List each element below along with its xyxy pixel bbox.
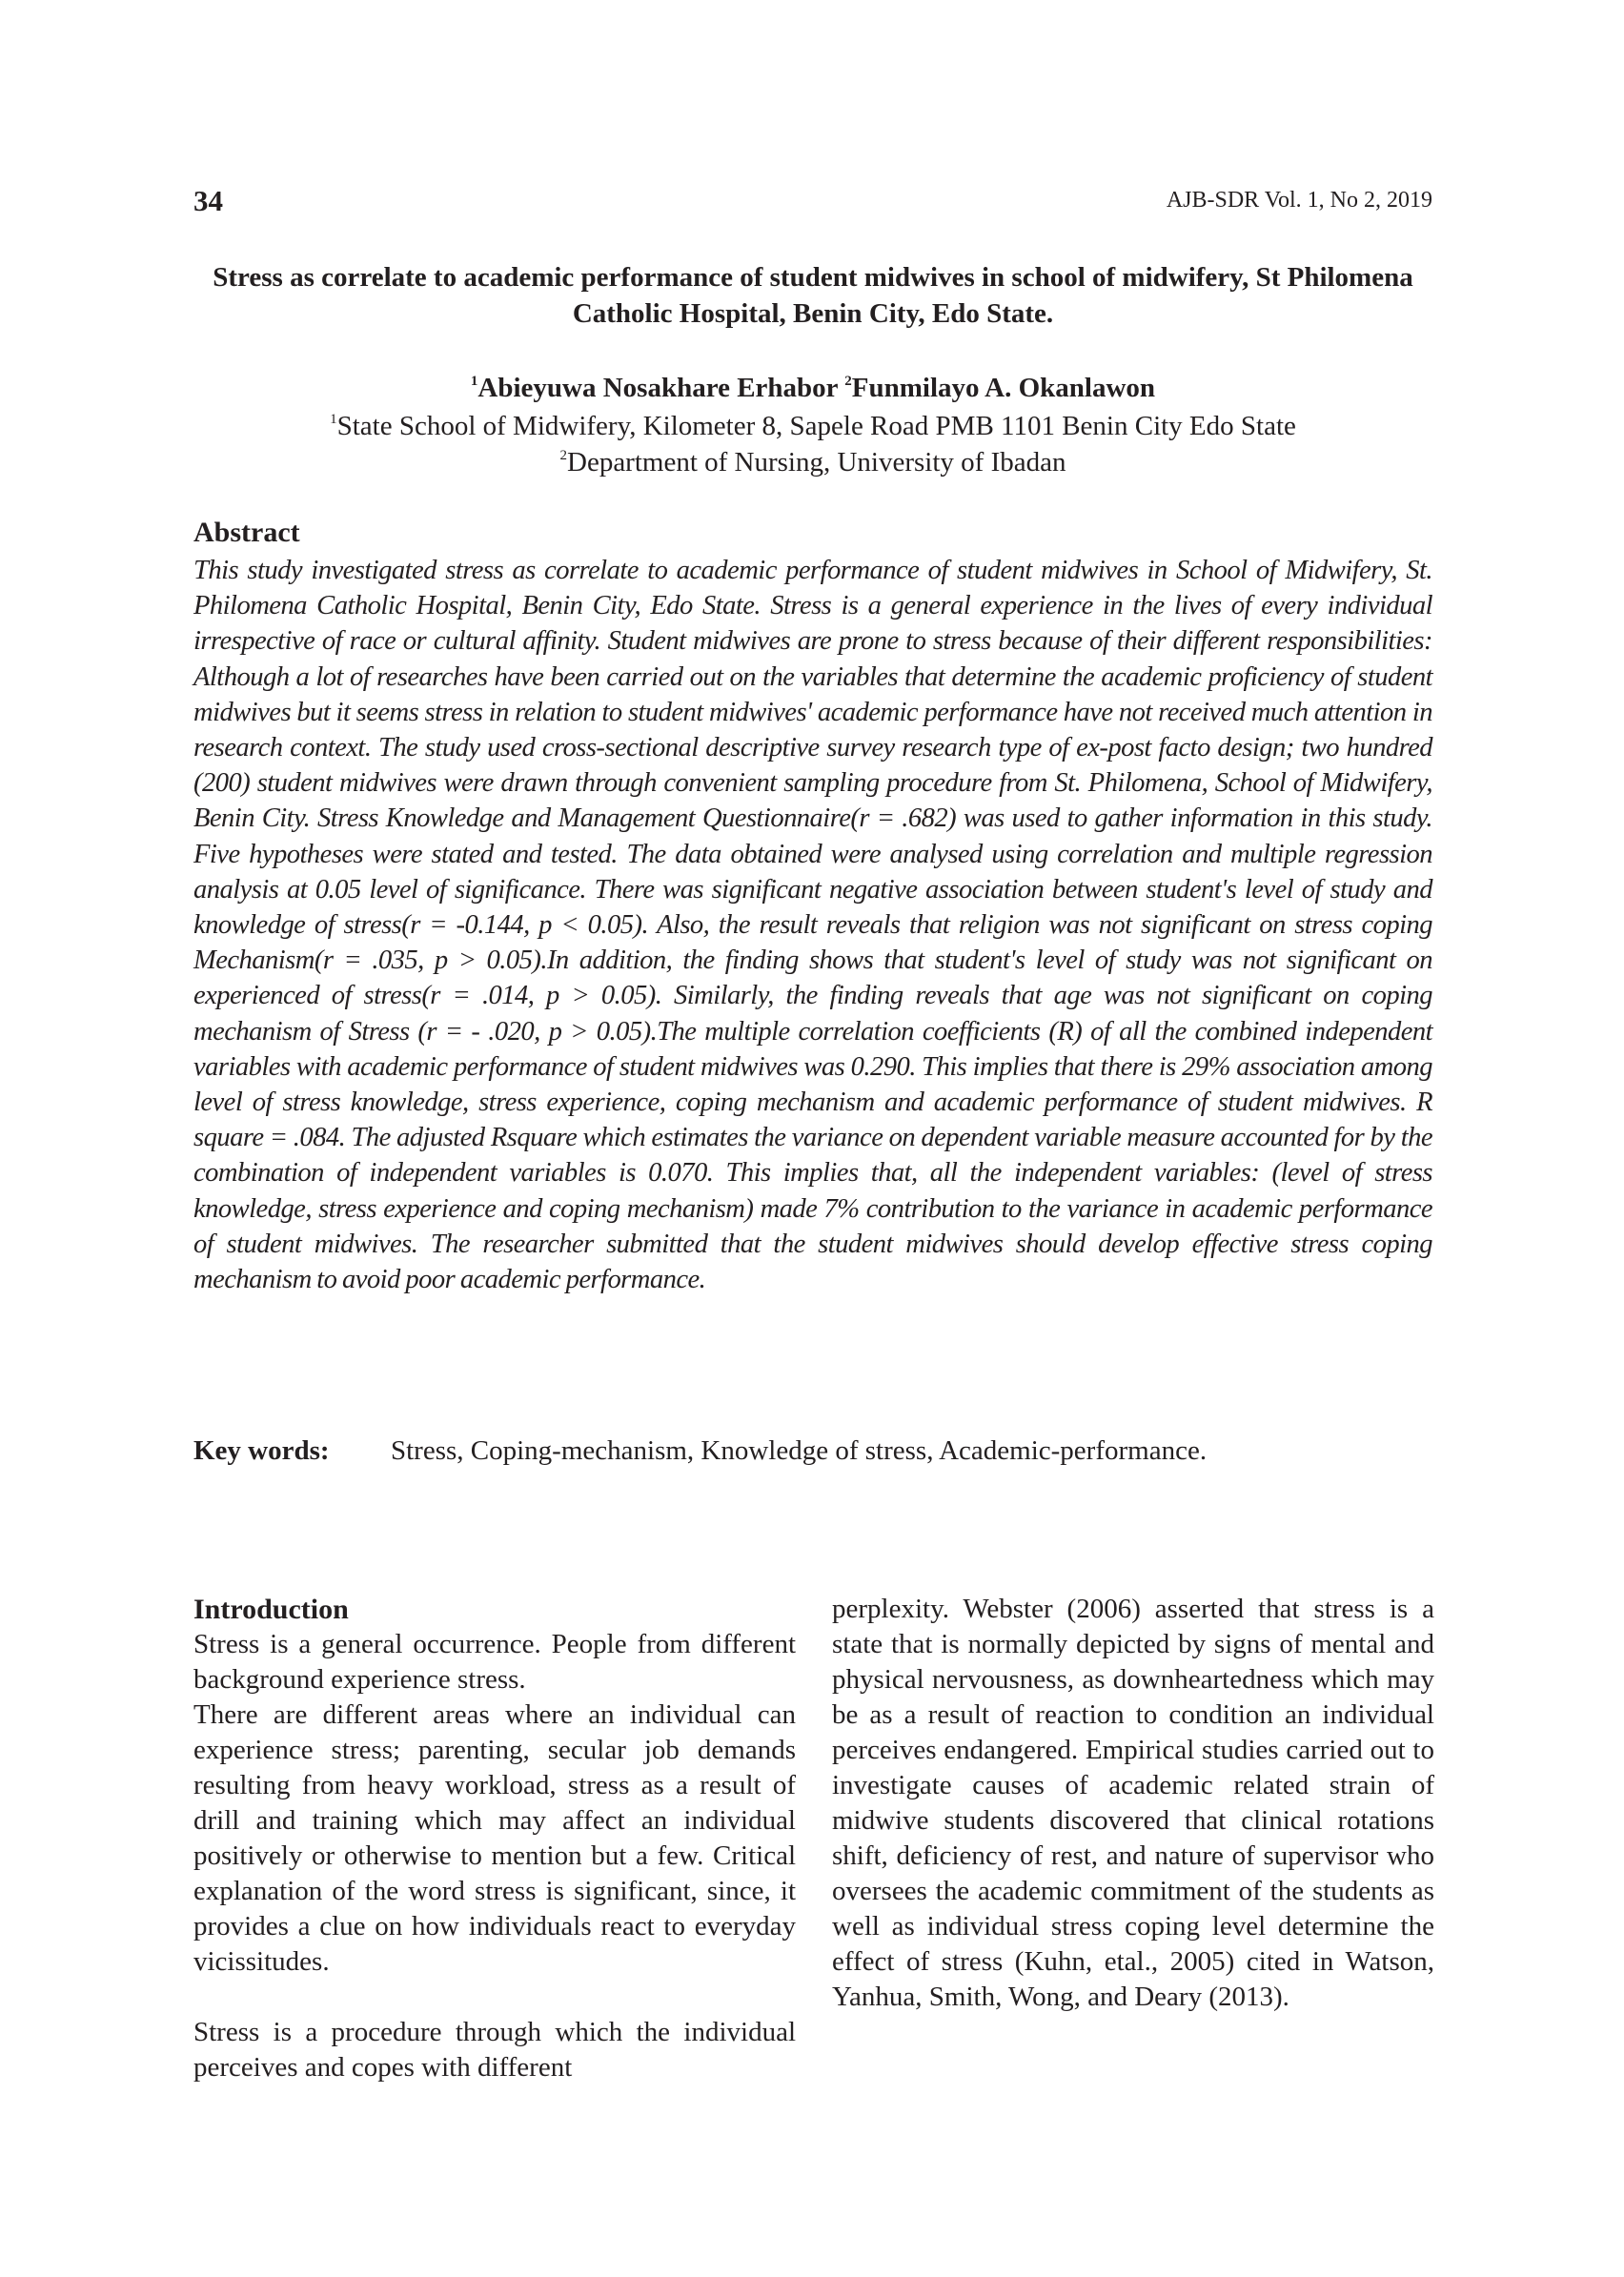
intro-paragraph-3-continued: perplexity. Webster (2006) asserted that stress is a state that is normally depicted by signs of mental and physical nervousness, as downheartedness which may be as a result of reaction to condition an individual perceives endangered. Empirical studies carried out to investigate causes of academic related strain of midwive students discovered that clinical rotations shift, deficiency of rest, and nature of supervisor who oversees the academic commitment of the students as well as individual stress coping level determine the effect of stress (Kuhn, etal., 2005) cited in Watson, Yanhua, Smith, Wong, and Deary (2013). [832, 1594, 1434, 2012]
affiliation-1-text: State School of Midwifery, Kilometer 8, Sapele Road PMB 1101 Benin City Edo State [336, 411, 1296, 441]
introduction-left-column [193, 1592, 796, 2085]
author-1-name: Abieyuwa Nosakhare Erhabor [477, 373, 839, 403]
author-2-name: Funmilayo A. Okanlawon [851, 373, 1156, 403]
affiliation-1-marker: 1 [330, 412, 337, 427]
introduction-heading: Introduction [193, 1594, 349, 1625]
intro-paragraph-3: Stress is a procedure through which the individual perceives and copes with different [193, 2017, 796, 2083]
keywords-value: Stress, Coping-mechanism, Knowledge of stress, Academic-performance. [391, 1435, 1208, 1466]
affiliation-2-marker: 2 [559, 448, 567, 463]
author-1-marker: 1 [470, 374, 478, 389]
affiliation-2-text: Department of Nursing, University of Ibadan [567, 447, 1066, 478]
affiliation-2 [193, 444, 1432, 480]
author-2-marker: 2 [844, 374, 852, 389]
keywords [193, 1435, 1207, 1467]
intro-paragraph-1: Stress is a general occurrence. People from different background experience stress. [193, 1629, 796, 1695]
author-line [193, 370, 1432, 406]
abstract-heading: Abstract [193, 517, 300, 548]
page-number: 34 [193, 184, 223, 217]
running-head: AJB-SDR Vol. 1, No 2, 2019 [1166, 188, 1432, 213]
introduction-right-column [832, 1592, 1434, 2015]
intro-paragraph-2: There are different areas where an individual can experience stress; parenting, secular job demands resulting from heavy workload, stress as a result of drill and training which may affect an individual positively or otherwise to mention but a few. Critical explanation of the word stress is significant, since, it provides a clue on how individuals react to everyday vicissitudes. [193, 1699, 796, 1977]
keywords-label: Key words: [193, 1435, 330, 1466]
affiliation-1 [193, 408, 1432, 444]
abstract-body: This study investigated stress as correlate to academic performance of student midwives in School of Midwifery, St. Philomena Catholic Hospital, Benin City, Edo State. Stress is a general experience in the lives of every individual irrespective of race or cultural affinity. Student midwives are prone to stress because of their different responsibilities: Although a lot of researches have been carried out on the variables that determine the academic proficiency of student midwives but it seems stress in relation to student midwives' academic performance have not received much attention in research context. The study used cross-sectional descriptive survey research type of ex-post facto design; two hundred (200) student midwives were drawn through convenient sampling procedure from St. Philomena, School of Midwifery, Benin City. Stress Knowledge and Management Questionnaire(r = .682) was used to gather information in this study. Five hypotheses were stated and tested. The data obtained were analysed using correlation and multiple regression analysis at 0.05 level of significance. There was significant negative association between student's level of study and knowledge of stress(r = -0.144, p < 0.05). Also, the result reveals that religion was not significant on stress coping Mechanism(r = .035, p > 0.05).In addition, the finding shows that student's level of study was not significant on experienced of stress(r = .014, p > 0.05). Similarly, the finding reveals that age was not significant on coping mechanism of Stress (r = - .020, p > 0.05).The multiple correlation coefficients (R) of all the combined independent variables with academic performance of student midwives was 0.290. This implies that there is 29% association among level of stress knowledge, stress experience, coping mechanism and academic performance of student midwives. R square = .084. The adjusted Rsquare which estimates the variance on dependent variable measure accounted for by the combination of independent variables is 0.070. This implies that, all the independent variables: (level of stress knowledge, stress experience and coping mechanism) made 7% contribution to the variance in academic performance of student midwives. The researcher submitted that the student midwives should develop effective stress coping mechanism to avoid poor academic performance. [193, 556, 1432, 1295]
article-title: Stress as correlate to academic performance of student midwives in school of midwifery, St Philomena Catholic Hospital, Benin City, Edo State. [213, 262, 1413, 329]
